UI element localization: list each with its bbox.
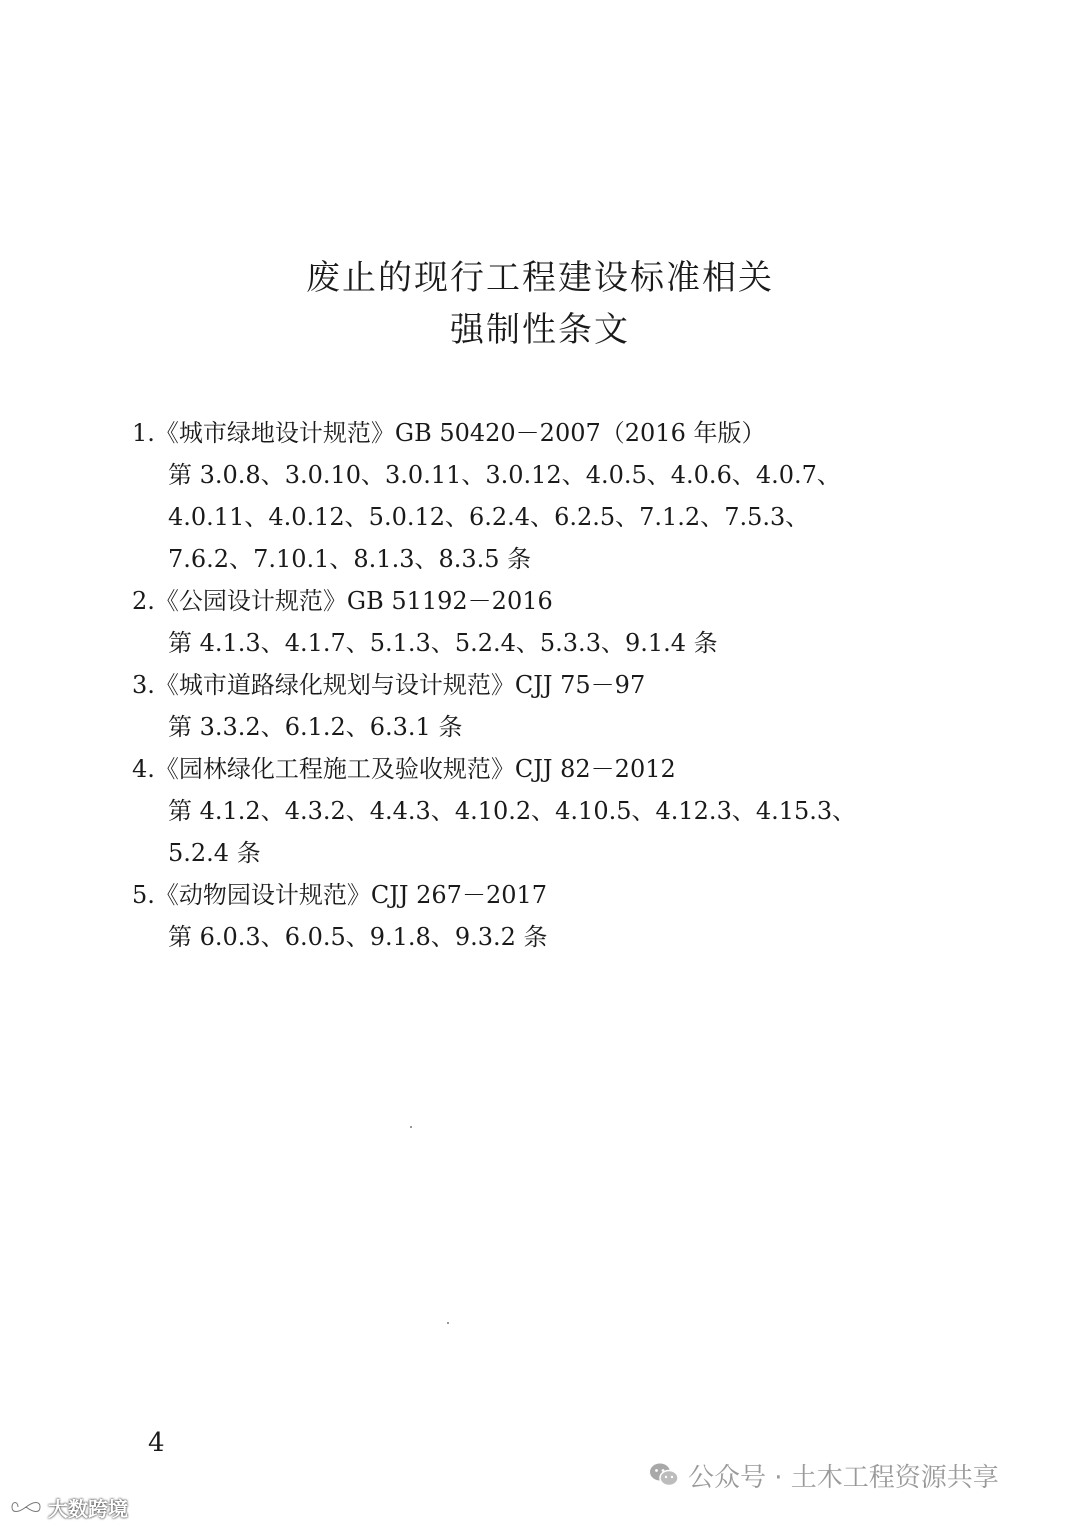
entry-heading: 5.《动物园设计规范》CJJ 267－2017 (132, 881, 548, 909)
entry-heading: 3.《城市道路绿化规划与设计规范》CJJ 75－97 (132, 671, 646, 699)
document-title (0, 252, 1080, 356)
list-item (132, 874, 932, 958)
corner-watermark-text: 大数跨境 (48, 1496, 128, 1521)
wechat-watermark (648, 1455, 999, 1495)
entry-clauses-line: 第 3.3.2、6.1.2、6.3.1 条 (168, 713, 463, 741)
entry-clauses-line: 4.0.11、4.0.12、5.0.12、6.2.4、6.2.5、7.1.2、7.5.3、 (168, 503, 810, 531)
list-item (132, 748, 932, 874)
scan-speck (447, 1322, 449, 1324)
scan-speck (410, 1126, 412, 1128)
title-line-2: 强制性条文 (450, 310, 630, 350)
list-item (132, 412, 932, 580)
wechat-watermark-text: 公众号 · 土木工程资源共享 (688, 1462, 999, 1493)
title-line-1: 废止的现行工程建设标准相关 (306, 258, 774, 298)
entry-clauses-line: 5.2.4 条 (168, 839, 261, 867)
entry-clauses-line: 第 4.1.3、4.1.7、5.1.3、5.2.4、5.3.3、9.1.4 条 (168, 629, 718, 657)
list-item (132, 664, 932, 748)
infinity-icon (8, 1497, 44, 1517)
wechat-icon (648, 1461, 680, 1489)
entry-clauses-line: 第 4.1.2、4.3.2、4.4.3、4.10.2、4.10.5、4.12.3、4.15.3、 (168, 797, 857, 825)
entry-heading: 4.《园林绿化工程施工及验收规范》CJJ 82－2012 (132, 755, 676, 783)
standards-list (132, 412, 932, 958)
entry-clauses-line: 第 6.0.3、6.0.5、9.1.8、9.3.2 条 (168, 923, 548, 951)
entry-heading: 1.《城市绿地设计规范》GB 50420－2007（2016 年版） (132, 419, 766, 447)
entry-heading: 2.《公园设计规范》GB 51192－2016 (132, 587, 553, 615)
list-item (132, 580, 932, 664)
entry-clauses-line: 7.6.2、7.10.1、8.1.3、8.3.5 条 (168, 545, 532, 573)
entry-clauses-line: 第 3.0.8、3.0.10、3.0.11、3.0.12、4.0.5、4.0.6、4.0.7、 (168, 461, 841, 489)
corner-watermark (8, 1490, 128, 1524)
page-number: 4 (148, 1428, 165, 1458)
